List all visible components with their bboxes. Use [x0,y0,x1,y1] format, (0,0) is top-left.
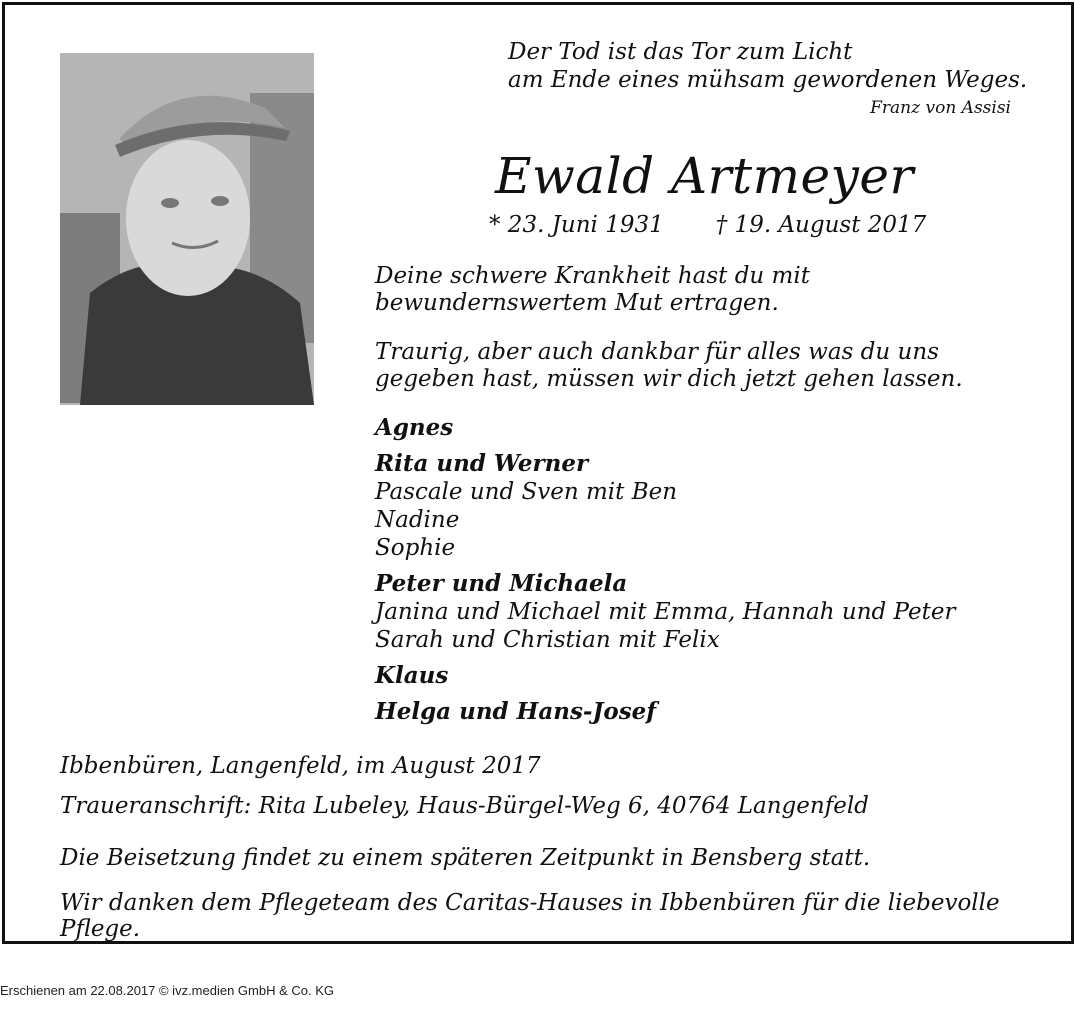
thanks-notice: Wir danken dem Pflegeteam des Caritas-Hauses in Ibbenbüren für die liebevolle Pflege. [60,890,1000,942]
life-dates [489,212,926,238]
family-group [375,414,955,442]
family-group-head: Klaus [375,662,449,689]
paragraph-courage: Deine schwere Krankheit hast du mit bewundernswertem Mut ertragen. [375,263,810,316]
family-member: Sarah und Christian mit Felix [375,627,720,653]
quote [508,38,1027,94]
family-group [375,450,955,562]
place-date: Ibbenbüren, Langenfeld, im August 2017 [60,753,541,779]
family-group [375,570,955,654]
publication-footer: Erschienen am 22.08.2017 © ivz.medien GmbH & Co. KG [0,983,335,998]
family-member: Nadine [375,507,460,533]
family-list [375,414,955,734]
family-member: Janina und Michael mit Emma, Hannah und Peter [375,599,956,625]
portrait-photo [60,53,314,405]
family-member: Sophie [375,535,456,561]
family-group-head: Rita und Werner [375,450,589,477]
quote-author: Franz von Assisi [870,98,1011,118]
burial-notice: Die Beisetzung findet zu einem späteren Zeitpunkt in Bensberg statt. [60,845,871,871]
family-group [375,698,955,726]
family-group [375,662,955,690]
family-group-head: Helga und Hans-Josef [375,698,657,725]
mourning-address: Traueranschrift: Rita Lubeley, Haus-Bürgel-Weg 6, 40764 Langenfeld [60,793,869,819]
obituary-frame [2,2,1074,944]
family-member: Pascale und Sven mit Ben [375,479,678,505]
family-group-head: Agnes [375,414,454,441]
quote-line-1: Der Tod ist das Tor zum Licht [508,39,853,65]
deceased-name: Ewald Artmeyer [495,147,914,205]
paragraph-grief: Traurig, aber auch dankbar für alles was du uns gegeben hast, müssen wir dich jetzt gehen lassen. [375,339,963,392]
death-date: † 19. August 2017 [715,212,927,238]
quote-line-2: am Ende eines mühsam gewordenen Weges. [508,67,1028,93]
birth-date: * 23. Juni 1931 [489,212,664,238]
family-group-head: Peter und Michaela [375,570,628,597]
